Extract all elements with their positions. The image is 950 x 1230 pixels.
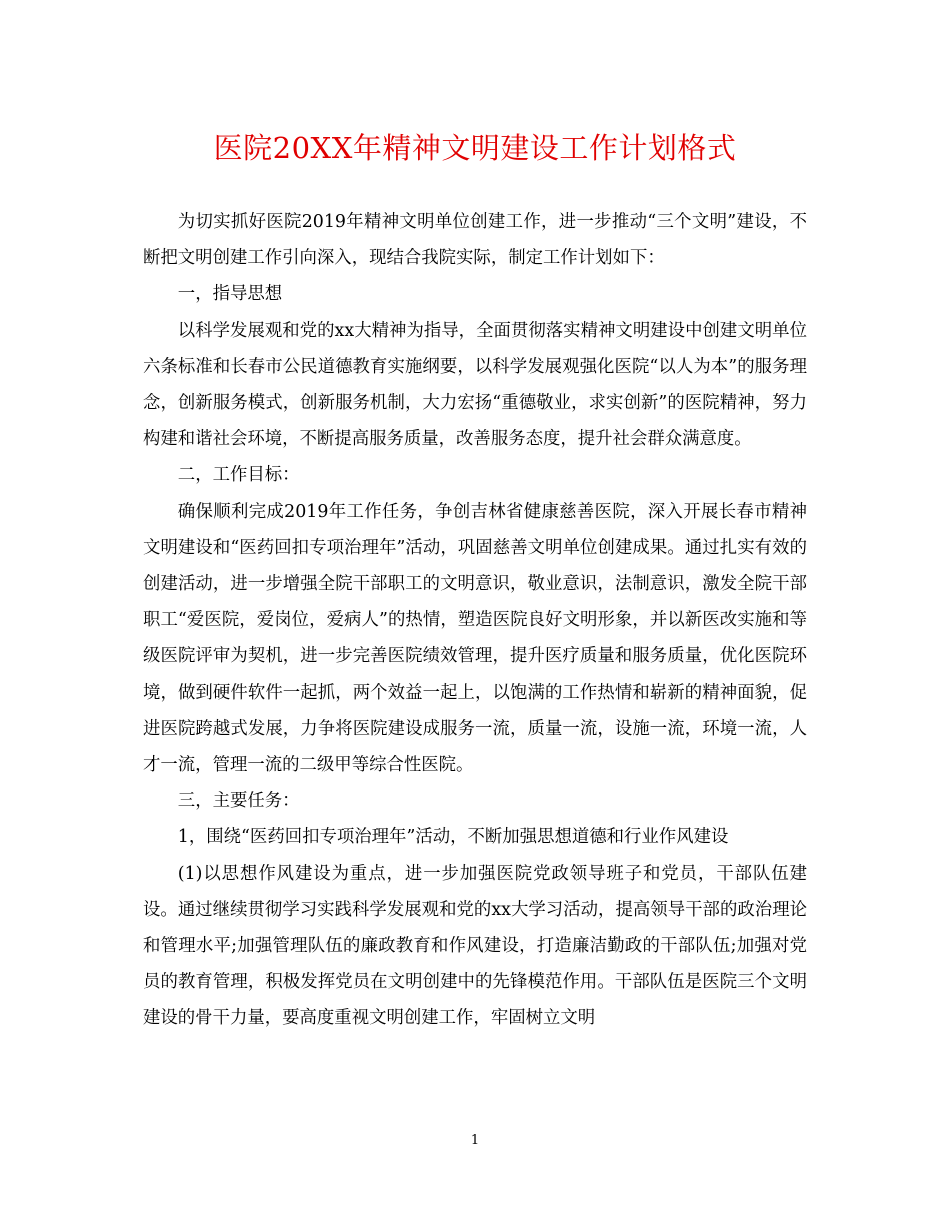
section-heading-main-tasks: 三，主要任务： bbox=[177, 791, 300, 812]
work-goals-paragraph: 确保顺利完成2019年工作任务，争创吉林省健康慈善医院，深入开展长春市精神文明建设和“医药回扣专项治理年”活动，巩固慈善文明单位创建成果。通过扎实有效的创建活动，进一步增强全院干部职工的文明意识，敬业意识，法制意识，激发全院干部职工“爱医院，爱岗位，爱病人”的热情，塑造医院良好文明形象，并以新医改实施和等级医院评审为契机，进一步完善医院绩效管理，提升医疗质量和服务质量，优化医院环境，做到硬件软件一起抓，两个效益一起上，以饱满的工作热情和崭新的精神面貌，促进医院跨越式发展，力争将医院建设成服务一流，质量一流，设施一流，环境一流，人才一流，管理一流的二级甲等综合性医院。 bbox=[143, 501, 807, 776]
document-body bbox=[143, 204, 807, 1037]
task-1-heading: 1，围绕“医药回扣专项治理年”活动，不断加强思想道德和行业作风建设 bbox=[177, 827, 729, 848]
section-heading-work-goals: 二，工作目标： bbox=[177, 465, 300, 486]
guiding-ideology-paragraph: 以科学发展观和党的xx大精神为指导，全面贯彻落实精神文明建设中创建文明单位六条标准和长春市公民道德教育实施纲要，以科学发展观强化医院“以人为本”的服务理念，创新服务模式，创新服务机制，大力宏扬“重德敬业，求实创新”的医院精神，努力构建和谐社会环境，不断提高服务质量，改善服务态度，提升社会群众满意度。 bbox=[143, 320, 807, 450]
task-1-item-1-paragraph: (1)以思想作风建设为重点，进一步加强医院党政领导班子和党员，干部队伍建设。通过继续贯彻学习实践科学发展观和党的xx大学习活动，提高领导干部的政治理论和管理水平;加强管理队伍的廉政教育和作风建设，打造廉洁勤政的干部队伍;加强对党员的教育管理，积极发挥党员在文明创建中的先锋模范作用。干部队伍是医院三个文明建设的骨干力量，要高度重视文明创建工作，牢固树立文明 bbox=[143, 863, 807, 1029]
page-number: 1 bbox=[470, 1133, 480, 1148]
section-heading-guiding-ideology: 一，指导思想 bbox=[177, 284, 283, 305]
intro-paragraph: 为切实抓好医院2019年精神文明单位创建工作，进一步推动“三个文明”建设，不断把文明创建工作引向深入，现结合我院实际，制定工作计划如下： bbox=[143, 212, 807, 269]
document-title: 医院20XX年精神文明建设工作计划格式 bbox=[213, 131, 737, 165]
